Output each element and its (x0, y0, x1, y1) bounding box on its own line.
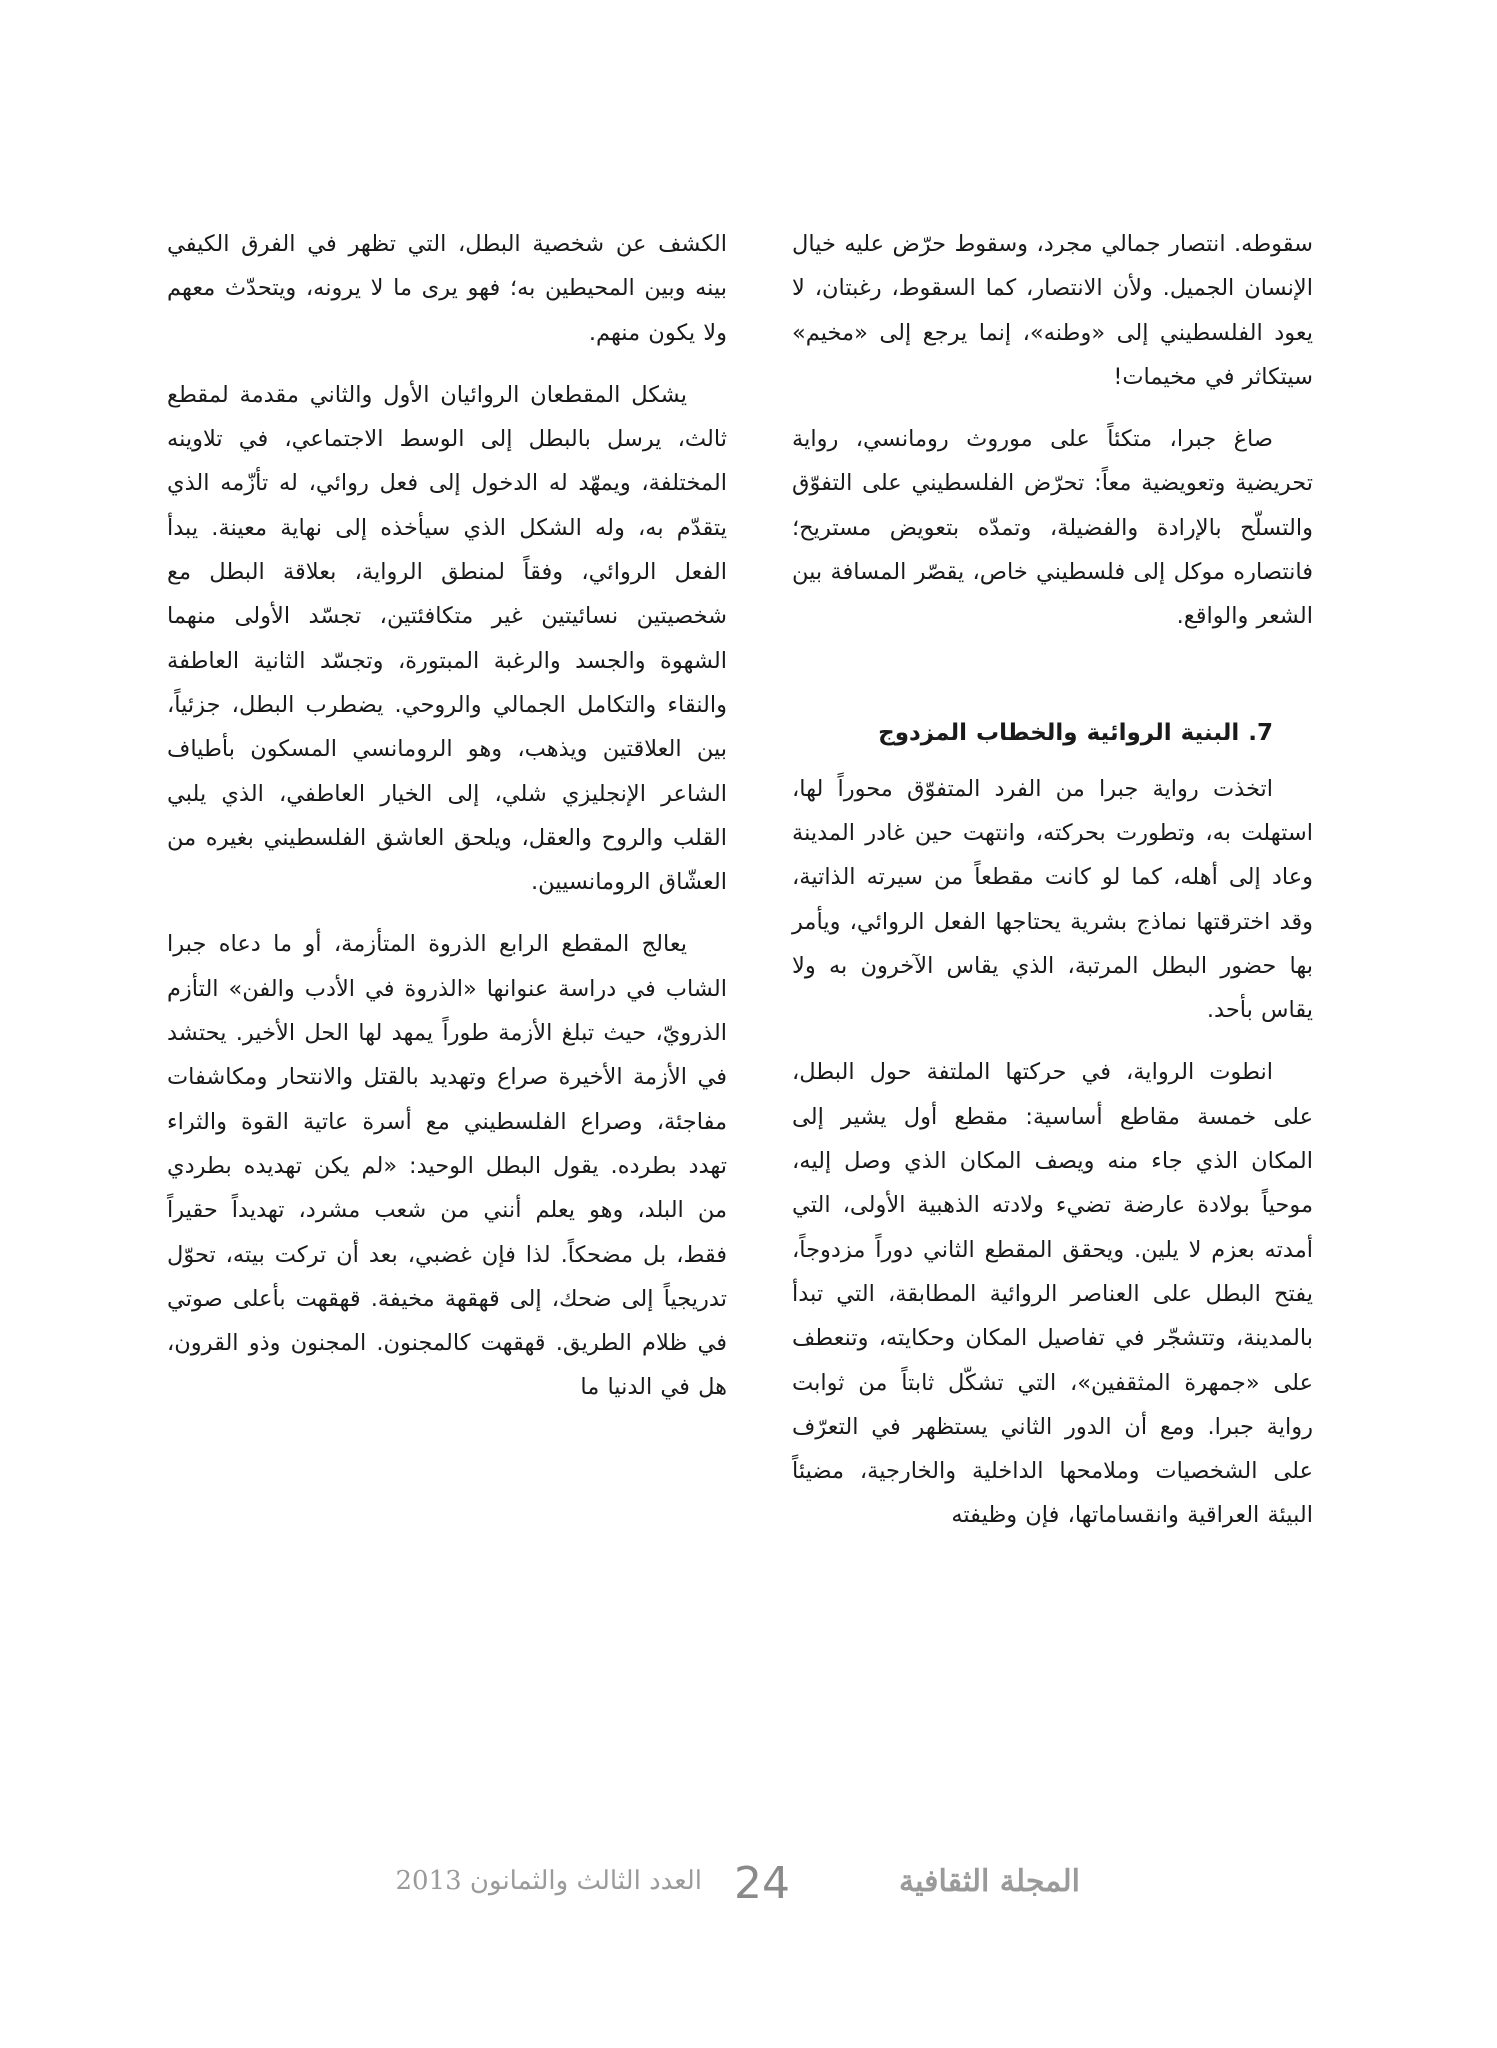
magazine-title: المجلة الثقافية (899, 1864, 1080, 1899)
paragraph: يشكل المقطعان الروائيان الأول والثاني مقدمة لمقطع ثالث، يرسل بالبطل إلى الوسط الاجتماعي، في تلاوينه المختلفة، ويمهّد له الدخول إلى فعل روائي، له تأزّمه الذي يتقدّم به، وله الشكل الذي سيأخذه إلى نهاية معينة. يبدأ الفعل الروائي، وفقاً لمنطق الرواية، بعلاقة البطل مع شخصيتين نسائيتين غير متكافئتين، تجسّد الأولى منهما الشهوة والجسد والرغبة المبتورة، وتجسّد الثانية العاطفة والنقاء والتكامل الجمالي والروحي. يضطرب البطل، جزئياً، بين العلاقتين ويذهب، وهو الرومانسي المسكون بأطياف الشاعر الإنجليزي شلي، إلى الخيار العاطفي، الذي يلبي القلب والروح والعقل، ويلحق العاشق الفلسطيني بغيره من العشّاق الرومانسيين. (167, 381, 727, 896)
left-column (167, 222, 727, 1410)
paragraph: سقوطه. انتصار جمالي مجرد، وسقوط حرّض عليه خيال الإنسان الجميل. ولأن الانتصار، كما السقوط، رغبتان، لا يعود الفلسطيني إلى «وطنه»، إنما يرجع إلى «مخيم» سيتكاثر في مخيمات! (792, 231, 1313, 390)
paragraph: اتخذت رواية جبرا من الفرد المتفوّق محوراً لها، استهلت به، وتطورت بحركته، وانتهت حين غادر المدينة وعاد إلى أهله، كما لو كانت مقطعاً من سيرته الذاتية، وقد اخترقتها نماذج بشرية يحتاجها الفعل الروائي، ويأمر بها حضور البطل المرتبة، الذي يقاس الآخرون به ولا يقاس بأحد. (792, 775, 1313, 1024)
paragraph: انطوت الرواية، في حركتها الملتفة حول البطل، على خمسة مقاطع أساسية: مقطع أول يشير إلى المكان الذي جاء منه ويصف المكان الذي وصل إليه، موحياً بولادة عارضة تضيء ولادته الذهبية الأولى، التي أمدته بعزم لا يلين. ويحقق المقطع الثاني دوراً مزدوجاً، يفتح البطل على العناصر الروائية المطابقة، التي تبدأ بالمدينة، وتتشجّر في تفاصيل المكان وحكايته، وتنعطف على «جمهرة المثقفين»، التي تشكّل ثابتاً من ثوابت رواية جبرا. ومع أن الدور الثاني يستظهر في التعرّف على الشخصيات وملامحها الداخلية والخارجية، مضيئاً البيئة العراقية وانقساماتها، فإن وظيفته (792, 1059, 1313, 1529)
section-heading: 7. البنية الروائية والخطاب المزدوج (878, 719, 1273, 746)
paragraph: يعالج المقطع الرابع الذروة المتأزمة، أو ما دعاه جبرا الشاب في دراسة عنوانها «الذروة في الأدب والفن» التأزم الذرويّ، حيث تبلغ الأزمة طوراً يمهد لها الحل الأخير. يحتشد في الأزمة الأخيرة صراع وتهديد بالقتل والانتحار ومكاشفات مفاجئة، وصراع الفلسطيني مع أسرة عاتية القوة والثراء تهدد بطرده. يقول البطل الوحيد: «لم يكن تهديده بطردي من البلد، وهو يعلم أنني من شعب مشرد، تهديداً حقيراً فقط، بل مضحكاً. لذا فإن غضبي، بعد أن تركت بيته، تحوّل تدريجياً إلى ضحك، إلى قهقهة مخيفة. قهقهت بأعلى صوتي في ظلام الطريق. قهقهت كالمجنون. المجنون وذو القرون، هل في الدنيا ما (167, 931, 727, 1401)
paragraph: الكشف عن شخصية البطل، التي تظهر في الفرق الكيفي بينه وبين المحيطين به؛ فهو يرى ما لا يرونه، ويتحدّث معهم ولا يكون منهم. (167, 231, 727, 346)
page-footer (395, 1858, 1080, 1918)
paragraph: صاغ جبرا، متكئاً على موروث رومانسي، رواية تحريضية وتعويضية معاً: تحرّض الفلسطيني على التفوّق والتسلّح بالإرادة والفضيلة، وتمدّه بتعويض مستريح؛ فانتصاره موكل إلى فلسطيني خاص، يقصّر المسافة بين الشعر والواقع. (792, 426, 1313, 630)
issue-label: العدد الثالث والثمانون 2013 (395, 1866, 702, 1896)
page-number: 24 (734, 1858, 790, 1909)
right-column (792, 222, 1313, 1538)
